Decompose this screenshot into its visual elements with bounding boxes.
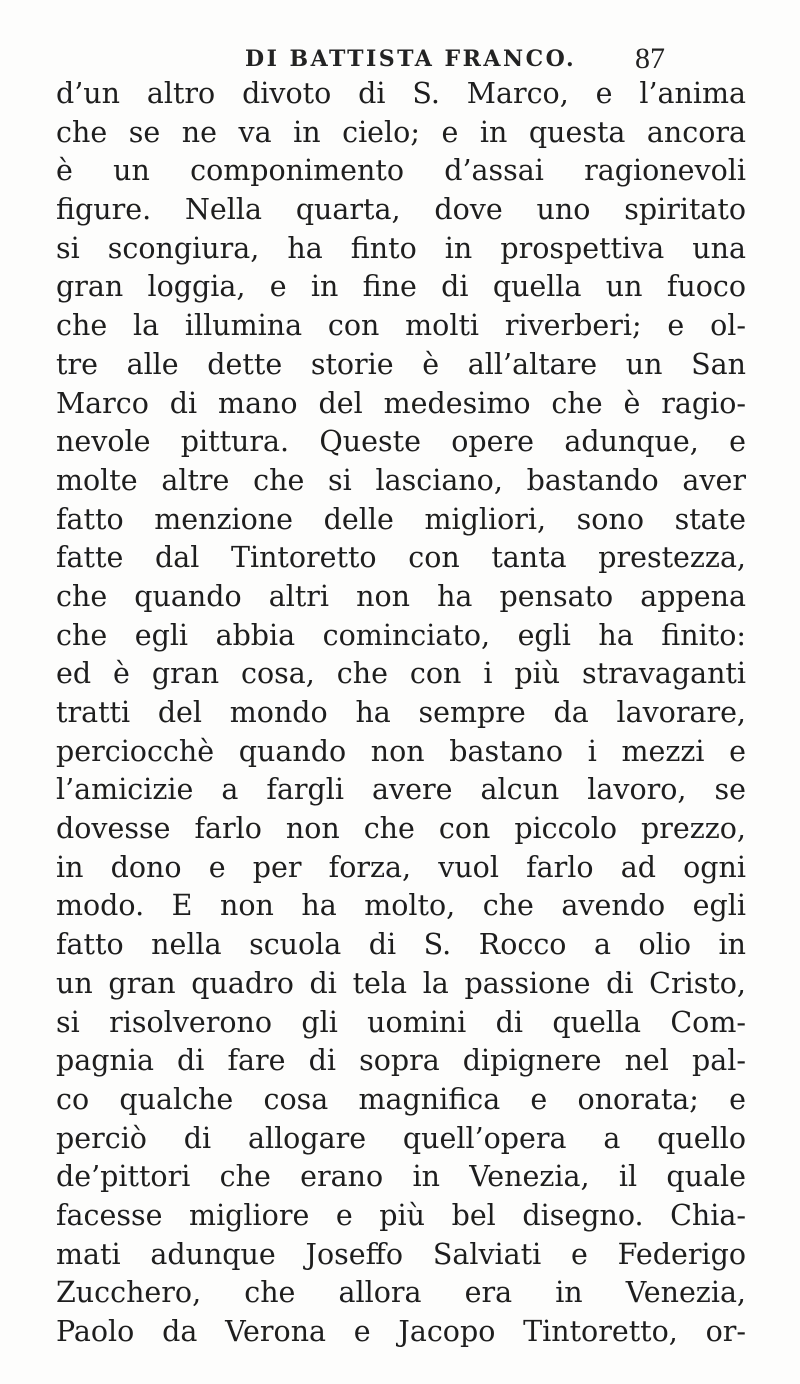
text-line-25: si risolverono gli uomini di quella Com-	[56, 1005, 746, 1039]
text-line-31: mati adunque Joseffo Salviati e Federigo	[56, 1237, 746, 1271]
text-line-7: che la illumina con molti riverberi; e ol-	[56, 309, 746, 343]
text-line-11: molte altre che si lasciano, bastando aver	[56, 463, 746, 497]
page-number: 87	[635, 42, 665, 75]
text-line-3: è un componimento d’assai ragionevoli	[56, 154, 746, 188]
text-line-20: dovesse farlo non che con piccolo prezzo,	[56, 812, 746, 846]
text-line-12: fatto menzione delle migliori, sono state	[56, 502, 746, 536]
text-line-9: Marco di mano del medesimo che è ragio-	[56, 386, 746, 420]
text-line-10: nevole pittura. Queste opere adunque, e	[56, 425, 746, 459]
text-line-6: gran loggia, e in fine di quella un fuoco	[56, 270, 746, 304]
text-line-2: che se ne va in cielo; e in questa ancora	[56, 115, 746, 149]
text-line-16: ed è gran cosa, che con i più stravaganti	[56, 657, 746, 691]
text-line-24: un gran quadro di tela la passione di Cristo,	[56, 966, 746, 1000]
text-line-19: l’amicizie a fargli avere alcun lavoro, se	[56, 773, 746, 807]
body-text	[56, 75, 746, 1352]
text-line-33: Paolo da Verona e Jacopo Tintoretto, or-	[56, 1315, 746, 1348]
text-line-4: figure. Nella quarta, dove uno spiritato	[56, 193, 746, 227]
text-line-1: d’un altro divoto di S. Marco, e l’anima	[56, 77, 746, 110]
text-line-23: fatto nella scuola di S. Rocco a olio in	[56, 928, 746, 962]
text-line-22: modo. E non ha molto, che avendo egli	[56, 889, 746, 923]
text-line-28: perciò di allogare quell’opera a quello	[56, 1121, 746, 1155]
text-line-8: tre alle dette storie è all’altare un San	[56, 347, 746, 381]
text-line-18: perciocchè quando non bastano i mezzi e	[56, 734, 746, 768]
text-line-32: Zucchero, che allora era in Venezia,	[56, 1276, 746, 1310]
text-line-27: co qualche cosa magnifica e onorata; e	[56, 1082, 746, 1116]
text-line-15: che egli abbia cominciato, egli ha finito:	[56, 618, 746, 652]
text-line-29: de’pittori che erano in Venezia, il quale	[56, 1160, 746, 1194]
running-head	[0, 14, 800, 75]
text-line-14: che quando altri non ha pensato appena	[56, 579, 746, 613]
text-line-13: fatte dal Tintoretto con tanta prestezza,	[56, 541, 746, 575]
text-line-21: in dono e per forza, vuol farlo ad ogni	[56, 850, 746, 884]
text-line-26: pagnia di fare di sopra dipignere nel pal-	[56, 1044, 746, 1078]
running-title: DI BATTISTA FRANCO.	[245, 46, 577, 72]
text-line-30: facesse migliore e più bel disegno. Chia-	[56, 1198, 746, 1232]
text-line-5: si scongiura, ha finto in prospettiva una	[56, 231, 746, 265]
text-line-17: tratti del mondo ha sempre da lavorare,	[56, 696, 746, 729]
